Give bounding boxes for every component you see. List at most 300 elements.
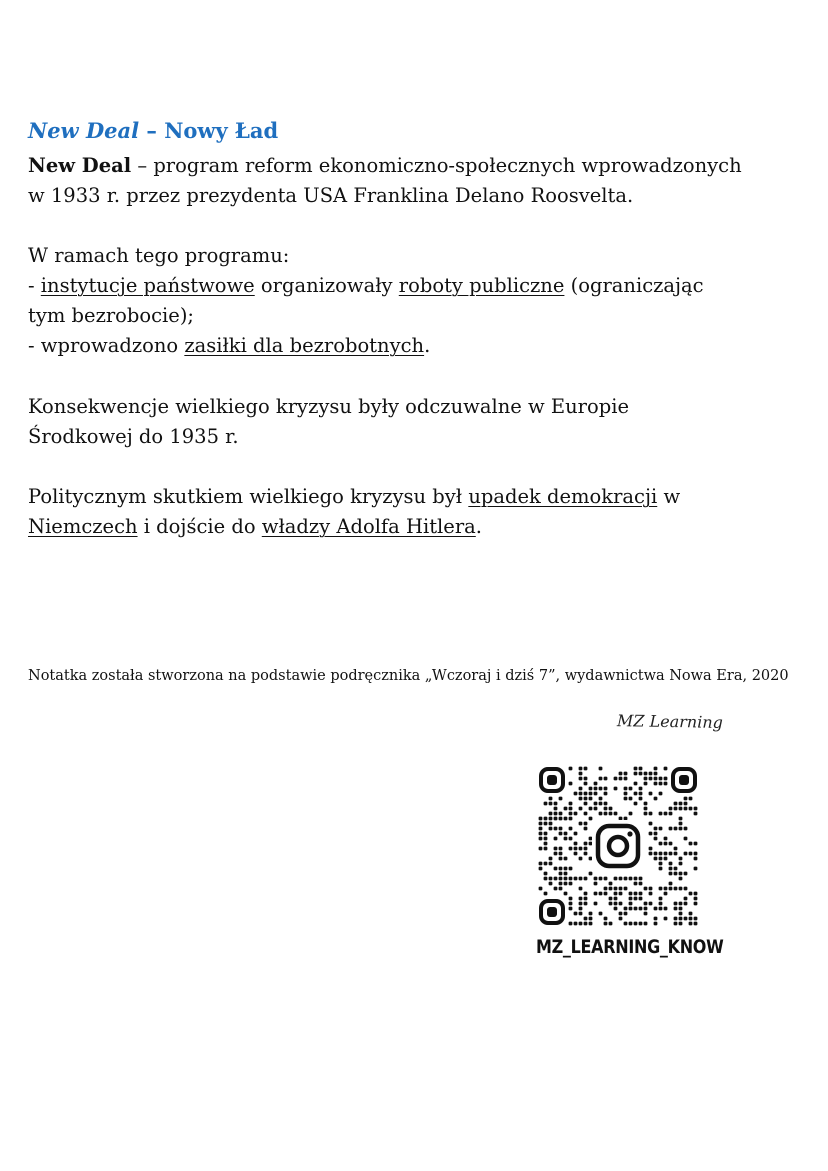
qr-module [669, 882, 673, 886]
qr-finder-top-right [673, 769, 695, 791]
qr-module [574, 812, 578, 816]
qr-module [624, 797, 628, 801]
qr-module [624, 787, 628, 791]
instagram-handle: MZ_LEARNING_KNOW [536, 935, 724, 958]
qr-module [639, 787, 643, 791]
qr-module [684, 917, 688, 921]
qr-module [594, 802, 598, 806]
qr-module [679, 827, 683, 831]
qr-module [559, 812, 563, 816]
qr-module [604, 792, 608, 796]
consequences-line-2: Środkowej do 1935 r. [28, 425, 239, 448]
qr-module [579, 792, 583, 796]
qr-module [579, 847, 583, 851]
qr-module [684, 852, 688, 856]
qr-module [579, 887, 583, 891]
qr-module [669, 887, 673, 891]
qr-module [684, 837, 688, 841]
qr-module [649, 822, 653, 826]
qr-module [679, 922, 683, 926]
qr-module [654, 837, 658, 841]
source-note: Notatka została stworzona na podstawie podręcznika „Wczoraj i dziś 7”, wydawnictwa Nowa Era, 2020 [28, 668, 789, 684]
political-line-2 [28, 512, 808, 542]
qr-module [664, 812, 668, 816]
qr-module [639, 907, 643, 911]
qr-module [624, 792, 628, 796]
qr-module [634, 922, 638, 926]
qr-module [659, 792, 663, 796]
qr-module [609, 807, 613, 811]
underlined-term: władzy Adolfa Hitlera [261, 515, 476, 538]
qr-module [694, 842, 698, 846]
qr-module [579, 777, 583, 781]
qr-module [589, 817, 593, 821]
qr-module [679, 857, 683, 861]
qr-module [604, 812, 608, 816]
qr-module [649, 772, 653, 776]
qr-module [609, 812, 613, 816]
qr-module [599, 812, 603, 816]
qr-module [559, 827, 563, 831]
qr-module [539, 837, 543, 841]
qr-module [654, 832, 658, 836]
qr-module [569, 867, 573, 871]
qr-module [684, 797, 688, 801]
qr-module [539, 867, 543, 871]
qr-module [584, 892, 588, 896]
qr-module [549, 862, 553, 866]
qr-module [564, 877, 568, 881]
qr-module [674, 907, 678, 911]
qr-module [659, 862, 663, 866]
qr-module [589, 792, 593, 796]
qr-module [594, 902, 598, 906]
qr-module [554, 812, 558, 816]
qr-module [599, 892, 603, 896]
qr-module [579, 902, 583, 906]
qr-module [649, 887, 653, 891]
qr-module [674, 807, 678, 811]
qr-module [619, 817, 623, 821]
qr-module [544, 892, 548, 896]
qr-module [659, 812, 663, 816]
qr-module [634, 782, 638, 786]
qr-module [674, 902, 678, 906]
qr-module [559, 852, 563, 856]
qr-module [619, 892, 623, 896]
qr-module [594, 892, 598, 896]
qr-module [669, 812, 673, 816]
qr-module [629, 897, 633, 901]
qr-module [649, 832, 653, 836]
qr-module [559, 847, 563, 851]
qr-module [544, 877, 548, 881]
qr-module [554, 827, 558, 831]
qr-module [579, 897, 583, 901]
qr-module [569, 837, 573, 841]
qr-module [629, 907, 633, 911]
qr-module [624, 912, 628, 916]
qr-module [694, 892, 698, 896]
qr-module [549, 882, 553, 886]
qr-module [659, 897, 663, 901]
qr-module [664, 887, 668, 891]
qr-module [629, 812, 633, 816]
qr-module [684, 827, 688, 831]
qr-module [644, 912, 648, 916]
qr-module [624, 907, 628, 911]
qr-module [614, 907, 618, 911]
qr-module [569, 877, 573, 881]
qr-module [684, 802, 688, 806]
qr-module [664, 917, 668, 921]
qr-module [674, 887, 678, 891]
qr-module [679, 912, 683, 916]
qr-module [634, 767, 638, 771]
qr-module [599, 802, 603, 806]
qr-module [639, 897, 643, 901]
qr-module [649, 792, 653, 796]
qr-module [589, 872, 593, 876]
qr-module [564, 857, 568, 861]
qr-module [624, 817, 628, 821]
qr-module [609, 887, 613, 891]
qr-module [639, 882, 643, 886]
qr-module [574, 842, 578, 846]
qr-module [584, 897, 588, 901]
qr-module [579, 912, 583, 916]
qr-module [569, 802, 573, 806]
qr-module [599, 877, 603, 881]
qr-module [654, 782, 658, 786]
qr-module [649, 847, 653, 851]
qr-module [694, 812, 698, 816]
qr-module [589, 922, 593, 926]
qr-module [554, 852, 558, 856]
qr-module [579, 907, 583, 911]
qr-module [639, 772, 643, 776]
qr-module [679, 817, 683, 821]
qr-module [574, 792, 578, 796]
qr-module [614, 777, 618, 781]
qr-module [644, 802, 648, 806]
underlined-term: zasiłki dla bezrobotnych [184, 334, 425, 357]
qr-module [679, 802, 683, 806]
qr-module [559, 832, 563, 836]
qr-module [539, 827, 543, 831]
qr-module [644, 922, 648, 926]
qr-module [629, 787, 633, 791]
qr-module [654, 922, 658, 926]
qr-code[interactable] [538, 766, 698, 926]
qr-module [569, 897, 573, 901]
qr-module [629, 902, 633, 906]
item-text: . [424, 334, 431, 357]
qr-module [579, 787, 583, 791]
item-text: organizowały [254, 274, 399, 297]
qr-module [679, 907, 683, 911]
qr-module [564, 817, 568, 821]
qr-module [554, 847, 558, 851]
qr-module [584, 777, 588, 781]
qr-module [659, 852, 663, 856]
qr-module [559, 867, 563, 871]
qr-module [679, 822, 683, 826]
qr-module [584, 792, 588, 796]
qr-module [609, 902, 613, 906]
program-lead: W ramach tego programu: [28, 244, 290, 267]
qr-module [579, 877, 583, 881]
qr-module [639, 922, 643, 926]
qr-module [634, 882, 638, 886]
qr-module [664, 857, 668, 861]
qr-module [584, 842, 588, 846]
qr-module [544, 847, 548, 851]
qr-module [664, 767, 668, 771]
qr-module [694, 857, 698, 861]
qr-module [569, 812, 573, 816]
qr-module [659, 902, 663, 906]
qr-module [539, 822, 543, 826]
qr-module [689, 807, 693, 811]
qr-module [639, 797, 643, 801]
qr-module [559, 877, 563, 881]
qr-module [674, 852, 678, 856]
qr-module [669, 867, 673, 871]
qr-module [564, 882, 568, 886]
qr-module [674, 867, 678, 871]
qr-module [664, 892, 668, 896]
qr-module [594, 782, 598, 786]
qr-module [644, 777, 648, 781]
qr-module [559, 857, 563, 861]
qr-module [659, 907, 663, 911]
qr-module [589, 837, 593, 841]
qr-finder-bottom-left [541, 901, 563, 923]
qr-module [589, 857, 593, 861]
qr-module [689, 892, 693, 896]
qr-module [624, 877, 628, 881]
qr-module [589, 842, 593, 846]
qr-module [564, 807, 568, 811]
qr-module [654, 797, 658, 801]
qr-module [634, 897, 638, 901]
qr-module [644, 812, 648, 816]
program-item-1-continued: tym bezrobocie); [28, 304, 194, 327]
qr-module [664, 907, 668, 911]
qr-module [659, 842, 663, 846]
qr-module [569, 882, 573, 886]
qr-module [619, 887, 623, 891]
qr-module [599, 777, 603, 781]
qr-module [619, 877, 623, 881]
qr-module [649, 852, 653, 856]
qr-module [619, 902, 623, 906]
qr-module [614, 897, 618, 901]
qr-module [574, 832, 578, 836]
qr-module [599, 912, 603, 916]
qr-module [584, 812, 588, 816]
underlined-term: Niemczech [28, 515, 138, 538]
definition-paragraph [28, 151, 808, 211]
qr-module [604, 922, 608, 926]
qr-module [614, 892, 618, 896]
qr-module [634, 802, 638, 806]
qr-module [579, 822, 583, 826]
qr-module [539, 887, 543, 891]
qr-module [679, 877, 683, 881]
qr-module [579, 857, 583, 861]
qr-module [689, 917, 693, 921]
underlined-term: upadek demokracji [468, 485, 658, 508]
qr-module [674, 922, 678, 926]
qr-module [634, 772, 638, 776]
qr-module [624, 887, 628, 891]
qr-module [539, 862, 543, 866]
qr-module [649, 777, 653, 781]
qr-module [649, 812, 653, 816]
qr-module [614, 902, 618, 906]
qr-module [694, 902, 698, 906]
qr-module [654, 857, 658, 861]
qr-module [584, 822, 588, 826]
qr-module [579, 922, 583, 926]
qr-module [584, 767, 588, 771]
qr-module [569, 827, 573, 831]
qr-module [574, 877, 578, 881]
qr-module [644, 887, 648, 891]
qr-module [654, 772, 658, 776]
qr-module [659, 887, 663, 891]
qr-module [654, 917, 658, 921]
qr-module [564, 832, 568, 836]
qr-module [549, 827, 553, 831]
qr-module [669, 827, 673, 831]
qr-module [659, 827, 663, 831]
qr-module [679, 872, 683, 876]
qr-module [544, 872, 548, 876]
qr-module [644, 907, 648, 911]
qr-module [644, 782, 648, 786]
qr-module [549, 857, 553, 861]
qr-module [544, 842, 548, 846]
qr-module [594, 787, 598, 791]
qr-module [689, 912, 693, 916]
qr-module [609, 897, 613, 901]
qr-module [604, 777, 608, 781]
qr-module [554, 807, 558, 811]
qr-module [649, 902, 653, 906]
qr-module [594, 807, 598, 811]
qr-module [589, 807, 593, 811]
qr-module [659, 782, 663, 786]
definition-text: – program reform ekonomiczno-społecznych wprowadzonych [131, 154, 742, 177]
qr-module [574, 922, 578, 926]
qr-module [629, 797, 633, 801]
definition-line-2: w 1933 r. przez prezydenta USA Franklina Delano Roosvelta. [28, 184, 634, 207]
qr-module [559, 882, 563, 886]
qr-module [549, 877, 553, 881]
qr-module [599, 797, 603, 801]
qr-module [544, 822, 548, 826]
political-text: w [657, 485, 681, 508]
qr-module [579, 767, 583, 771]
program-item-1 [28, 271, 808, 301]
qr-module [684, 807, 688, 811]
qr-module [664, 852, 668, 856]
program-item-2 [28, 331, 808, 361]
qr-module [569, 847, 573, 851]
consequences-paragraph [28, 392, 808, 452]
qr-module [544, 802, 548, 806]
qr-module [669, 852, 673, 856]
qr-module [584, 797, 588, 801]
qr-module [604, 877, 608, 881]
qr-module [574, 847, 578, 851]
qr-module [544, 837, 548, 841]
qr-module [619, 912, 623, 916]
qr-module [634, 792, 638, 796]
qr-module [594, 882, 598, 886]
qr-module [694, 867, 698, 871]
qr-module [604, 802, 608, 806]
qr-module [569, 807, 573, 811]
qr-module [614, 787, 618, 791]
qr-module [584, 827, 588, 831]
item-text: (ograniczając [564, 274, 704, 297]
qr-module [569, 782, 573, 786]
qr-module [614, 877, 618, 881]
qr-module [684, 902, 688, 906]
qr-module [674, 872, 678, 876]
qr-module [679, 862, 683, 866]
qr-module [694, 897, 698, 901]
qr-module [664, 782, 668, 786]
qr-module [674, 917, 678, 921]
qr-module [559, 887, 563, 891]
underlined-term: instytucje państwowe [40, 274, 255, 297]
qr-module [619, 777, 623, 781]
qr-module [574, 852, 578, 856]
qr-module [694, 852, 698, 856]
title-term: New Deal [28, 118, 140, 143]
qr-module [599, 787, 603, 791]
qr-module [644, 902, 648, 906]
qr-module [564, 867, 568, 871]
qr-module [654, 827, 658, 831]
political-text: Politycznym skutkiem wielkiego kryzysu był [28, 485, 469, 508]
qr-module [589, 797, 593, 801]
qr-module [569, 767, 573, 771]
qr-module [649, 892, 653, 896]
qr-module [584, 877, 588, 881]
qr-module [689, 852, 693, 856]
qr-finder-top-left [541, 769, 563, 791]
qr-module [619, 917, 623, 921]
qr-module [624, 772, 628, 776]
qr-module [654, 767, 658, 771]
qr-module [664, 842, 668, 846]
qr-module [684, 887, 688, 891]
qr-module [584, 847, 588, 851]
qr-module [539, 817, 543, 821]
qr-module [569, 907, 573, 911]
qr-module [604, 917, 608, 921]
qr-module [689, 842, 693, 846]
qr-module [559, 817, 563, 821]
qr-module [559, 872, 563, 876]
qr-module [674, 802, 678, 806]
